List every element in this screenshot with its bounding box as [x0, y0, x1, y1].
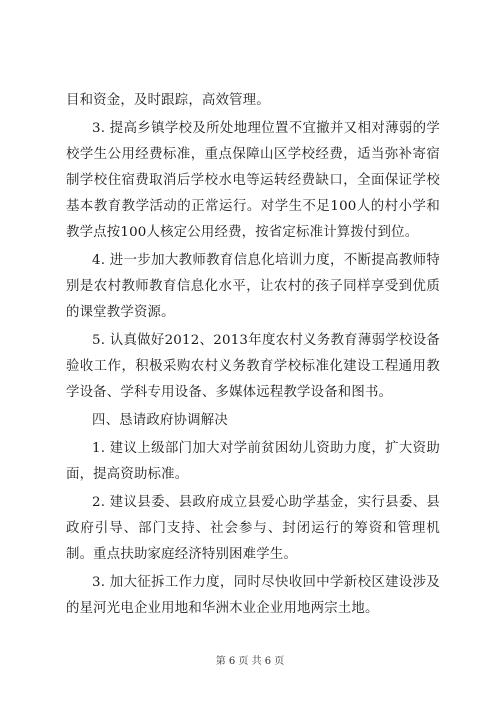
- paragraph-item-4: 4. 进一步加大教师教育信息化培训力度，不断提高教师特别是农村教师教育信息化水平，让农村的孩子同样享受到优质的课堂教学资源。: [66, 253, 440, 320]
- paragraph-item-3: 3. 提高乡镇学校及所处地理位置不宜撤并又相对薄弱的学校学生公用经费标准，重点保障山区学校经费，适当弥补寄宿制学校住宿费取消后学校水电等运转经费缺口，全面保证学校基本教育教学活动的正常运行。对学生不足100人的村小学和教学点按100人核定公用经费，按省定标准计算拨付到位。: [66, 121, 440, 240]
- section-heading: 四、恳请政府协调解决: [92, 413, 228, 428]
- page-footer: 第 6 页 共 6 页: [215, 656, 285, 667]
- paragraph-request-1: 1. 建议上级部门加大对学前贫困幼儿资助力度，扩大资助面，提高资助标准。: [66, 441, 440, 482]
- paragraph-continuation: 目和资金，及时跟踪，高效管理。: [66, 93, 270, 108]
- document-body: [66, 88, 440, 624]
- paragraph-request-2: 2. 建议县委、县政府成立县爱心助学基金，实行县委、县政府引导、部门支持、社会参与、封闭运行的筹资和管理机制。重点扶助家庭经济特别困难学生。: [66, 495, 440, 562]
- paragraph-item-5: 5. 认真做好2012、2013年度农村义务教育薄弱学校设备验收工作，积极采购农村义务教育学校标准化建设工程通用教学设备、学科专用设备、多媒体远程教学设备和图书。: [66, 333, 440, 400]
- paragraph-request-3: 3. 加大征拆工作力度，同时尽快收回中学新校区建设涉及的星河光电企业用地和华洲木业企业用地两宗土地。: [66, 575, 440, 616]
